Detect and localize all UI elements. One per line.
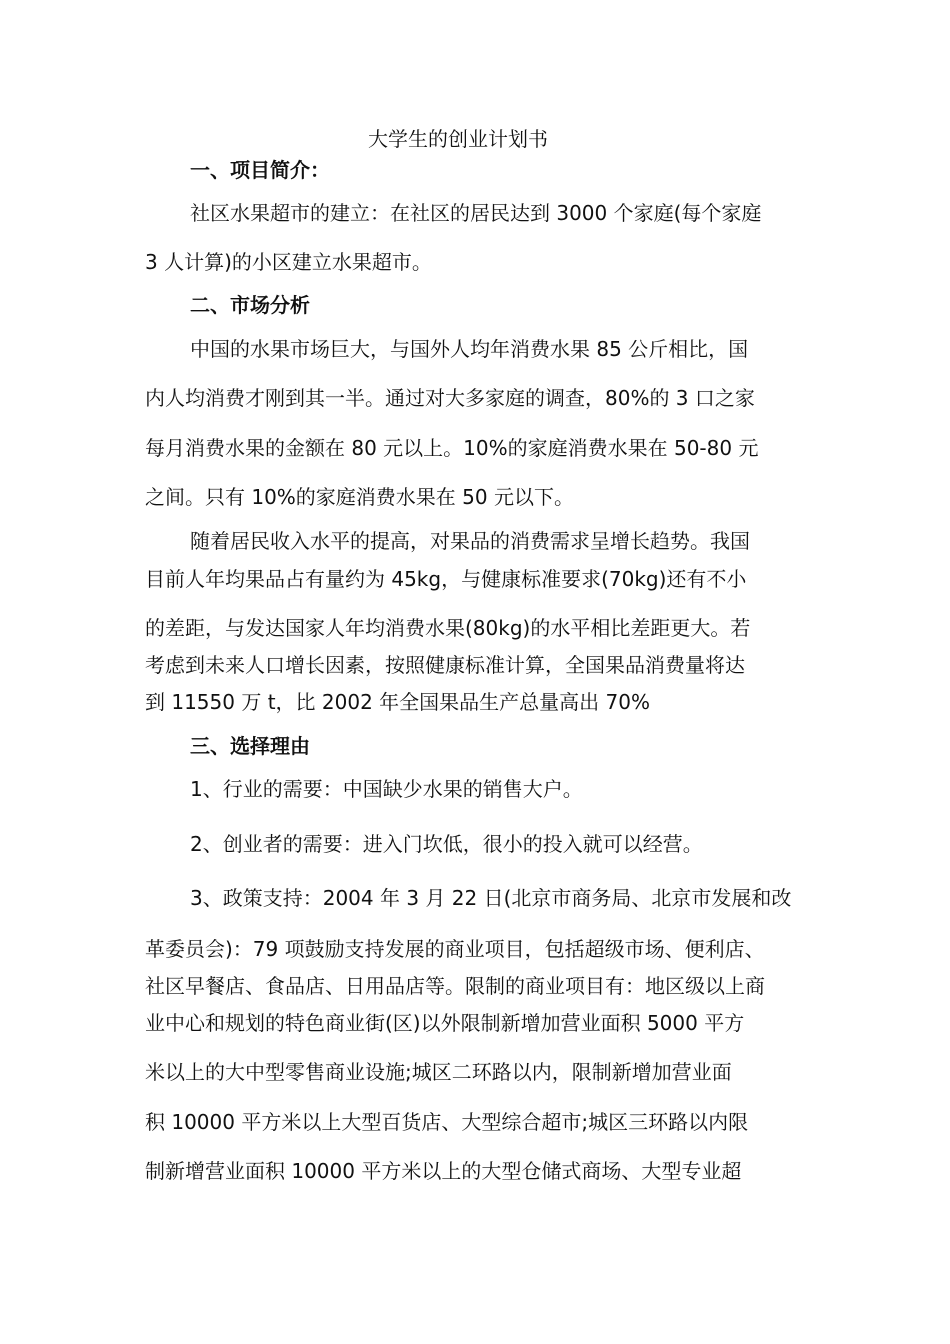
paragraph-line: 积 10000 平方米以上大型百货店、大型综合超市;城区三环路以内限	[145, 1110, 749, 1134]
paragraph-line: 社区水果超市的建立：在社区的居民达到 3000 个家庭(每个家庭	[190, 201, 762, 225]
document-title: 大学生的创业计划书	[368, 127, 548, 151]
paragraph-line: 考虑到未来人口增长因素，按照健康标准计算，全国果品消费量将达	[145, 653, 745, 677]
paragraph-line: 制新增营业面积 10000 平方米以上的大型仓储式商场、大型专业超	[145, 1159, 742, 1183]
paragraph-line: 1、行业的需要：中国缺少水果的销售大户。	[190, 777, 583, 801]
section-heading-reasons: 三、选择理由	[190, 734, 310, 758]
paragraph-line: 3 人计算)的小区建立水果超市。	[145, 250, 432, 274]
paragraph-line: 随着居民收入水平的提高，对果品的消费需求呈增长趋势。我国	[190, 529, 750, 553]
paragraph-line: 到 11550 万 t，比 2002 年全国果品生产总量高出 70%	[145, 690, 650, 714]
paragraph-line: 革委员会)：79 项鼓励支持发展的商业项目，包括超级市场、便利店、	[145, 937, 765, 961]
paragraph-line: 米以上的大中型零售商业设施;城区二环路以内，限制新增加营业面	[145, 1060, 732, 1084]
section-heading-market: 二、市场分析	[190, 293, 310, 317]
paragraph-line: 3、政策支持：2004 年 3 月 22 日(北京市商务局、北京市发展和改	[190, 886, 792, 910]
paragraph-line: 每月消费水果的金额在 80 元以上。10%的家庭消费水果在 50-80 元	[145, 436, 759, 460]
paragraph-line: 中国的水果市场巨大，与国外人均年消费水果 85 公斤相比，国	[190, 337, 749, 361]
section-heading-intro: 一、项目简介：	[190, 158, 330, 182]
paragraph-line: 业中心和规划的特色商业街(区)以外限制新增加营业面积 5000 平方	[145, 1011, 745, 1035]
paragraph-line: 社区早餐店、食品店、日用品店等。限制的商业项目有：地区级以上商	[145, 974, 765, 998]
paragraph-line: 目前人年均果品占有量约为 45kg，与健康标准要求(70kg)还有不小	[145, 567, 747, 591]
paragraph-line: 2、创业者的需要：进入门坎低，很小的投入就可以经营。	[190, 832, 703, 856]
paragraph-line: 的差距，与发达国家人年均消费水果(80kg)的水平相比差距更大。若	[145, 616, 751, 640]
paragraph-line: 之间。只有 10%的家庭消费水果在 50 元以下。	[145, 485, 574, 509]
paragraph-line: 内人均消费才刚到其一半。通过对大多家庭的调查，80%的 3 口之家	[145, 386, 755, 410]
